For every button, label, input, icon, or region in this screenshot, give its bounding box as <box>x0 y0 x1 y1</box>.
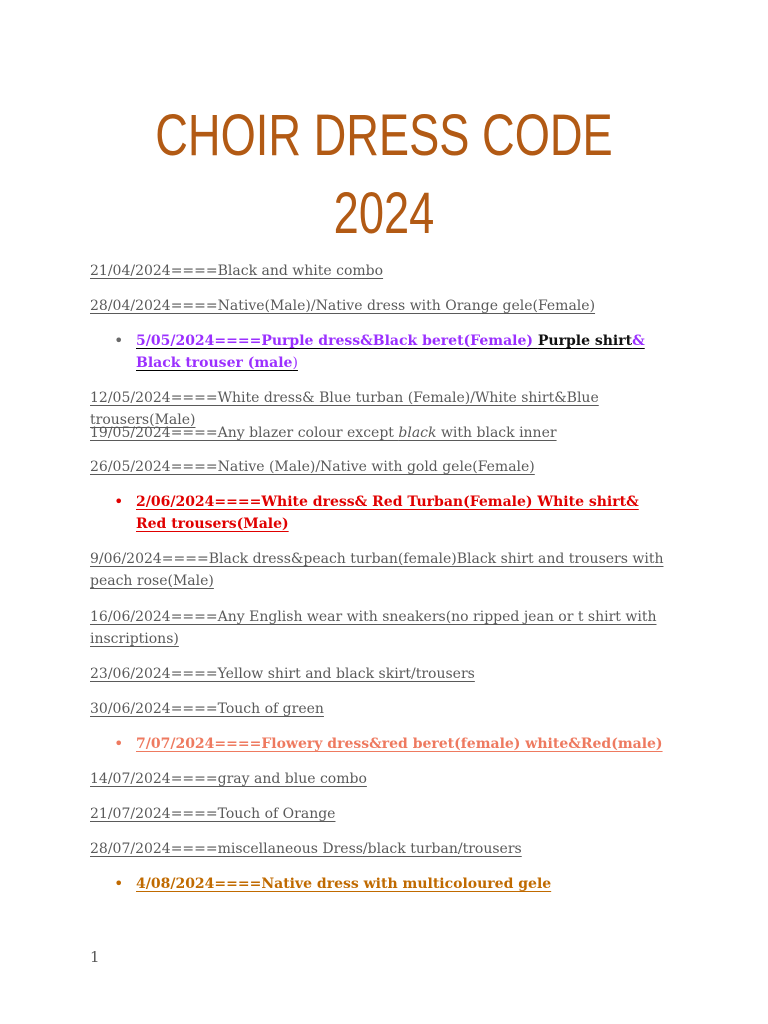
entry-5-05-close: ) <box>292 355 298 371</box>
page-title-line-2: 2024 <box>333 181 435 246</box>
entry-21-07: 21/07/2024====Touch of Orange <box>90 806 336 822</box>
entry-14-07: 14/07/2024====gray and blue combo <box>90 771 367 787</box>
entry-5-05-female: 5/05/2024====Purple dress&Black beret(Female) <box>136 333 538 349</box>
entry-19-05-after: with black inner <box>436 425 557 441</box>
entry-5-05 <box>136 330 670 374</box>
bullet-icon: • <box>114 492 124 511</box>
entry-19-05-before: 19/05/2024====Any blazer colour except <box>90 425 399 441</box>
list-item-4-08 <box>90 873 670 895</box>
list-item-5-05 <box>90 330 670 374</box>
entry-19-05 <box>90 422 670 444</box>
entry-21-04: 21/04/2024====Black and white combo <box>90 263 384 279</box>
list-item-2-06 <box>90 491 670 535</box>
bullet-icon: • <box>114 331 124 350</box>
bullet-icon: • <box>114 874 124 893</box>
entry-9-06: 9/06/2024====Black dress&peach turban(female)Black shirt and trousers with peach rose(Male) <box>90 551 664 589</box>
list-item-7-07 <box>90 733 670 755</box>
entry-5-05-male: & Black trouser (male <box>136 333 645 371</box>
entry-23-06: 23/06/2024====Yellow shirt and black skirt/trousers <box>90 666 475 682</box>
entry-28-04: 28/04/2024====Native(Male)/Native dress with Orange gele(Female) <box>90 298 596 314</box>
entry-28-07: 28/07/2024====miscellaneous Dress/black turban/trousers <box>90 841 522 857</box>
entry-4-08: 4/08/2024====Native dress with multicoloured gele <box>136 876 552 892</box>
page-number: 1 <box>90 948 100 966</box>
entry-30-06: 30/06/2024====Touch of green <box>90 701 324 717</box>
bullet-icon: • <box>114 734 124 753</box>
entry-19-05-italic: black <box>398 425 437 441</box>
entry-7-07: 7/07/2024====Flowery dress&red beret(female) white&Red(male) <box>136 736 663 752</box>
entry-5-05-purple-shirt: Purple shirt <box>537 333 633 349</box>
entry-12-05: 12/05/2024====White dress& Blue turban (Female)/White shirt&Blue trousers(Male) <box>90 390 599 428</box>
page-title-line-1: CHOIR DRESS CODE <box>155 103 613 168</box>
entry-2-06: 2/06/2024====White dress& Red Turban(Female) White shirt& Red trousers(Male) <box>136 494 639 532</box>
entry-16-06: 16/06/2024====Any English wear with sneakers(no ripped jean or t shirt with inscriptions) <box>90 609 657 647</box>
entry-26-05: 26/05/2024====Native (Male)/Native with gold gele(Female) <box>90 459 535 475</box>
